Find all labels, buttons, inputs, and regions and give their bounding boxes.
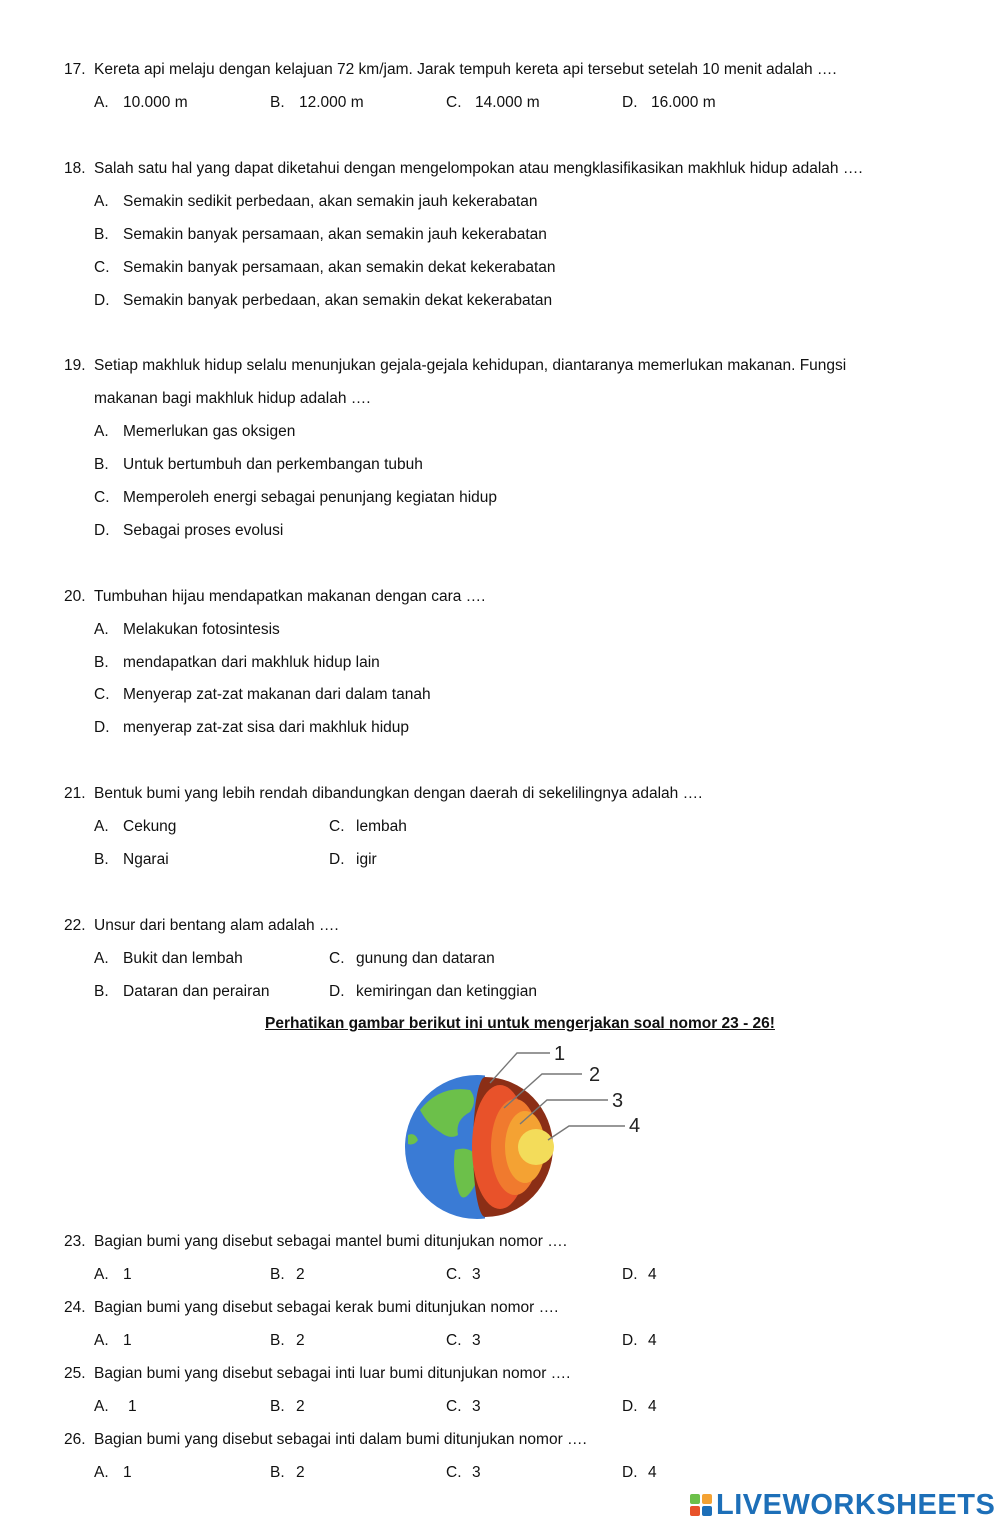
option-26-a[interactable] (94, 1464, 132, 1482)
option-24-d[interactable] (622, 1332, 657, 1350)
option-17-a[interactable] (94, 94, 188, 112)
option-letter: B. (270, 94, 285, 111)
option-letter: A. (94, 621, 109, 638)
option-19-b[interactable] (94, 456, 423, 474)
option-letter: B. (270, 1266, 285, 1283)
option-text: 3 (472, 1464, 481, 1481)
option-text: 12.000 m (299, 94, 364, 111)
option-text: 3 (472, 1398, 481, 1415)
option-letter: B. (94, 456, 109, 473)
option-letter: A. (94, 1266, 109, 1283)
option-23-d[interactable] (622, 1266, 657, 1284)
question-number: 18. (64, 160, 86, 177)
option-17-b[interactable] (270, 94, 364, 112)
option-text: gunung dan dataran (356, 950, 495, 967)
option-text: 16.000 m (651, 94, 716, 111)
option-text: 1 (128, 1398, 137, 1415)
option-letter: C. (329, 950, 345, 967)
liveworksheets-logo[interactable] (690, 1487, 995, 1523)
option-letter: B. (94, 983, 109, 1000)
question-text: Bagian bumi yang disebut sebagai inti dalam bumi ditunjukan nomor …. (94, 1431, 587, 1448)
question-number: 25. (64, 1365, 86, 1382)
option-letter: C. (94, 489, 110, 506)
option-letter: D. (94, 522, 110, 539)
question-number: 24. (64, 1299, 86, 1316)
brand-grid-icon (690, 1494, 712, 1516)
option-letter: C. (329, 818, 345, 835)
option-17-c[interactable] (446, 94, 540, 112)
option-18-a[interactable] (94, 193, 537, 211)
option-text: 4 (648, 1332, 657, 1349)
figure-heading: Perhatikan gambar berikut ini untuk mengerjakan soal nomor 23 - 26! (265, 1015, 775, 1032)
option-letter: D. (94, 719, 110, 736)
option-letter: D. (622, 1266, 638, 1283)
question-text: Bagian bumi yang disebut sebagai inti luar bumi ditunjukan nomor …. (94, 1365, 571, 1382)
option-letter: C. (446, 1464, 462, 1481)
option-letter: D. (622, 94, 638, 111)
option-20-a[interactable] (94, 621, 280, 639)
option-letter: A. (94, 1464, 109, 1481)
label-2: 2 (589, 1064, 601, 1086)
option-23-a[interactable] (94, 1266, 132, 1284)
option-text: Memerlukan gas oksigen (123, 423, 296, 440)
option-text: 2 (296, 1332, 305, 1349)
option-text: 2 (296, 1398, 305, 1415)
option-25-d[interactable] (622, 1398, 657, 1416)
option-text: 14.000 m (475, 94, 540, 111)
option-text: Melakukan fotosintesis (123, 621, 280, 638)
option-22-a[interactable] (94, 950, 243, 968)
inner-core-layer (518, 1129, 554, 1165)
option-letter: C. (94, 259, 110, 276)
option-letter: A. (94, 94, 109, 111)
option-text: Semakin banyak perbedaan, akan semakin dekat kekerabatan (123, 292, 553, 309)
question-text: Bentuk bumi yang lebih rendah dibandungkan dengan daerah di sekelilingnya adalah …. (94, 785, 703, 802)
option-21-a[interactable] (94, 818, 176, 836)
option-20-c[interactable] (94, 686, 431, 704)
option-text: 2 (296, 1266, 305, 1283)
question-number: 26. (64, 1431, 86, 1448)
option-letter: C. (446, 1332, 462, 1349)
option-21-b[interactable] (94, 851, 169, 869)
option-letter: D. (329, 983, 345, 1000)
option-text: Bukit dan lembah (123, 950, 243, 967)
question-text: Bagian bumi yang disebut sebagai mantel bumi ditunjukan nomor …. (94, 1233, 568, 1250)
question-text: Tumbuhan hijau mendapatkan makanan dengan cara …. (94, 588, 486, 605)
option-text: Menyerap zat-zat makanan dari dalam tanah (123, 686, 431, 703)
earth-layers-diagram (400, 1040, 660, 1220)
option-18-d[interactable] (94, 292, 552, 310)
option-17-d[interactable] (622, 94, 716, 112)
question-text: Kereta api melaju dengan kelajuan 72 km/jam. Jarak tempuh kereta api tersebut setelah 10 menit adalah …. (94, 61, 837, 78)
question-text: Unsur dari bentang alam adalah …. (94, 917, 339, 934)
option-24-c[interactable] (446, 1332, 481, 1350)
option-19-d[interactable] (94, 522, 283, 540)
option-text: Cekung (123, 818, 177, 835)
option-19-a[interactable] (94, 423, 295, 441)
option-text: igir (356, 851, 377, 868)
question-number: 23. (64, 1233, 86, 1250)
option-text: menyerap zat-zat sisa dari makhluk hidup (123, 719, 410, 736)
option-letter: A. (94, 1398, 109, 1415)
option-letter: B. (270, 1398, 285, 1415)
option-text: Sebagai proses evolusi (123, 522, 284, 539)
option-25-b[interactable] (270, 1398, 305, 1416)
option-letter: D. (622, 1398, 638, 1415)
option-letter: B. (270, 1332, 285, 1349)
option-text: 4 (648, 1266, 657, 1283)
option-20-d[interactable] (94, 719, 409, 737)
option-letter: D. (622, 1332, 638, 1349)
option-text: Semakin banyak persamaan, akan semakin dekat kekerabatan (123, 259, 556, 276)
question-text-continued: makanan bagi makhluk hidup adalah …. (94, 390, 371, 407)
option-text: lembah (356, 818, 407, 835)
option-letter: C. (446, 1266, 462, 1283)
option-letter: A. (94, 193, 109, 210)
option-20-b[interactable] (94, 654, 380, 672)
question-number: 17. (64, 61, 86, 78)
option-letter: A. (94, 950, 109, 967)
option-letter: C. (94, 686, 110, 703)
question-number: 20. (64, 588, 86, 605)
option-letter: A. (94, 1332, 109, 1349)
option-26-d[interactable] (622, 1464, 657, 1482)
option-22-b[interactable] (94, 983, 270, 1001)
option-letter: D. (329, 851, 345, 868)
label-3: 3 (612, 1090, 624, 1112)
option-18-b[interactable] (94, 226, 547, 244)
option-text: 10.000 m (123, 94, 188, 111)
option-letter: D. (622, 1464, 638, 1481)
option-text: 1 (123, 1464, 132, 1481)
option-18-c[interactable] (94, 259, 556, 277)
question-number: 19. (64, 357, 86, 374)
option-letter: A. (94, 423, 109, 440)
option-text: 2 (296, 1464, 305, 1481)
option-letter: C. (446, 94, 462, 111)
option-26-b[interactable] (270, 1464, 305, 1482)
option-letter: B. (94, 851, 109, 868)
option-25-a[interactable] (94, 1398, 137, 1416)
option-text: 4 (648, 1464, 657, 1481)
label-4: 4 (629, 1115, 641, 1137)
question-number: 21. (64, 785, 86, 802)
option-21-c[interactable] (329, 818, 407, 836)
option-24-b[interactable] (270, 1332, 305, 1350)
option-letter: B. (94, 226, 109, 243)
option-text: Ngarai (123, 851, 169, 868)
option-22-c[interactable] (329, 950, 495, 968)
option-21-d[interactable] (329, 851, 377, 869)
option-letter: C. (446, 1398, 462, 1415)
option-23-b[interactable] (270, 1266, 305, 1284)
question-text: Setiap makhluk hidup selalu menunjukan gejala-gejala kehidupan, diantaranya memerlukan makanan. Fungsi (94, 357, 847, 374)
option-text: 3 (472, 1266, 481, 1283)
option-letter: B. (94, 654, 109, 671)
option-text: Memperoleh energi sebagai penunjang kegiatan hidup (123, 489, 497, 506)
option-letter: A. (94, 818, 109, 835)
earth-layers-figure (400, 1040, 660, 1220)
option-letter: D. (94, 292, 110, 309)
question-number: 22. (64, 917, 86, 934)
option-text: Untuk bertumbuh dan perkembangan tubuh (123, 456, 423, 473)
question-text: Bagian bumi yang disebut sebagai kerak bumi ditunjukan nomor …. (94, 1299, 559, 1316)
option-text: kemiringan dan ketinggian (356, 983, 537, 1000)
label-1: 1 (554, 1043, 566, 1065)
option-text: Dataran dan perairan (123, 983, 270, 1000)
option-23-c[interactable] (446, 1266, 481, 1284)
option-text: 4 (648, 1398, 657, 1415)
option-text: Semakin banyak persamaan, akan semakin jauh kekerabatan (123, 226, 547, 243)
option-text: Semakin sedikit perbedaan, akan semakin jauh kekerabatan (123, 193, 538, 210)
option-22-d[interactable] (329, 983, 537, 1001)
question-text: Salah satu hal yang dapat diketahui dengan mengelompokan atau mengklasifikasikan makhluk hidup adalah …. (94, 160, 863, 177)
option-25-c[interactable] (446, 1398, 481, 1416)
option-24-a[interactable] (94, 1332, 132, 1350)
brand-name: LIVEWORKSHEETS (716, 1488, 996, 1521)
option-text: 1 (123, 1332, 132, 1349)
option-text: 1 (123, 1266, 132, 1283)
option-text: mendapatkan dari makhluk hidup lain (123, 654, 380, 671)
option-26-c[interactable] (446, 1464, 481, 1482)
option-text: 3 (472, 1332, 481, 1349)
option-letter: B. (270, 1464, 285, 1481)
option-19-c[interactable] (94, 489, 497, 507)
